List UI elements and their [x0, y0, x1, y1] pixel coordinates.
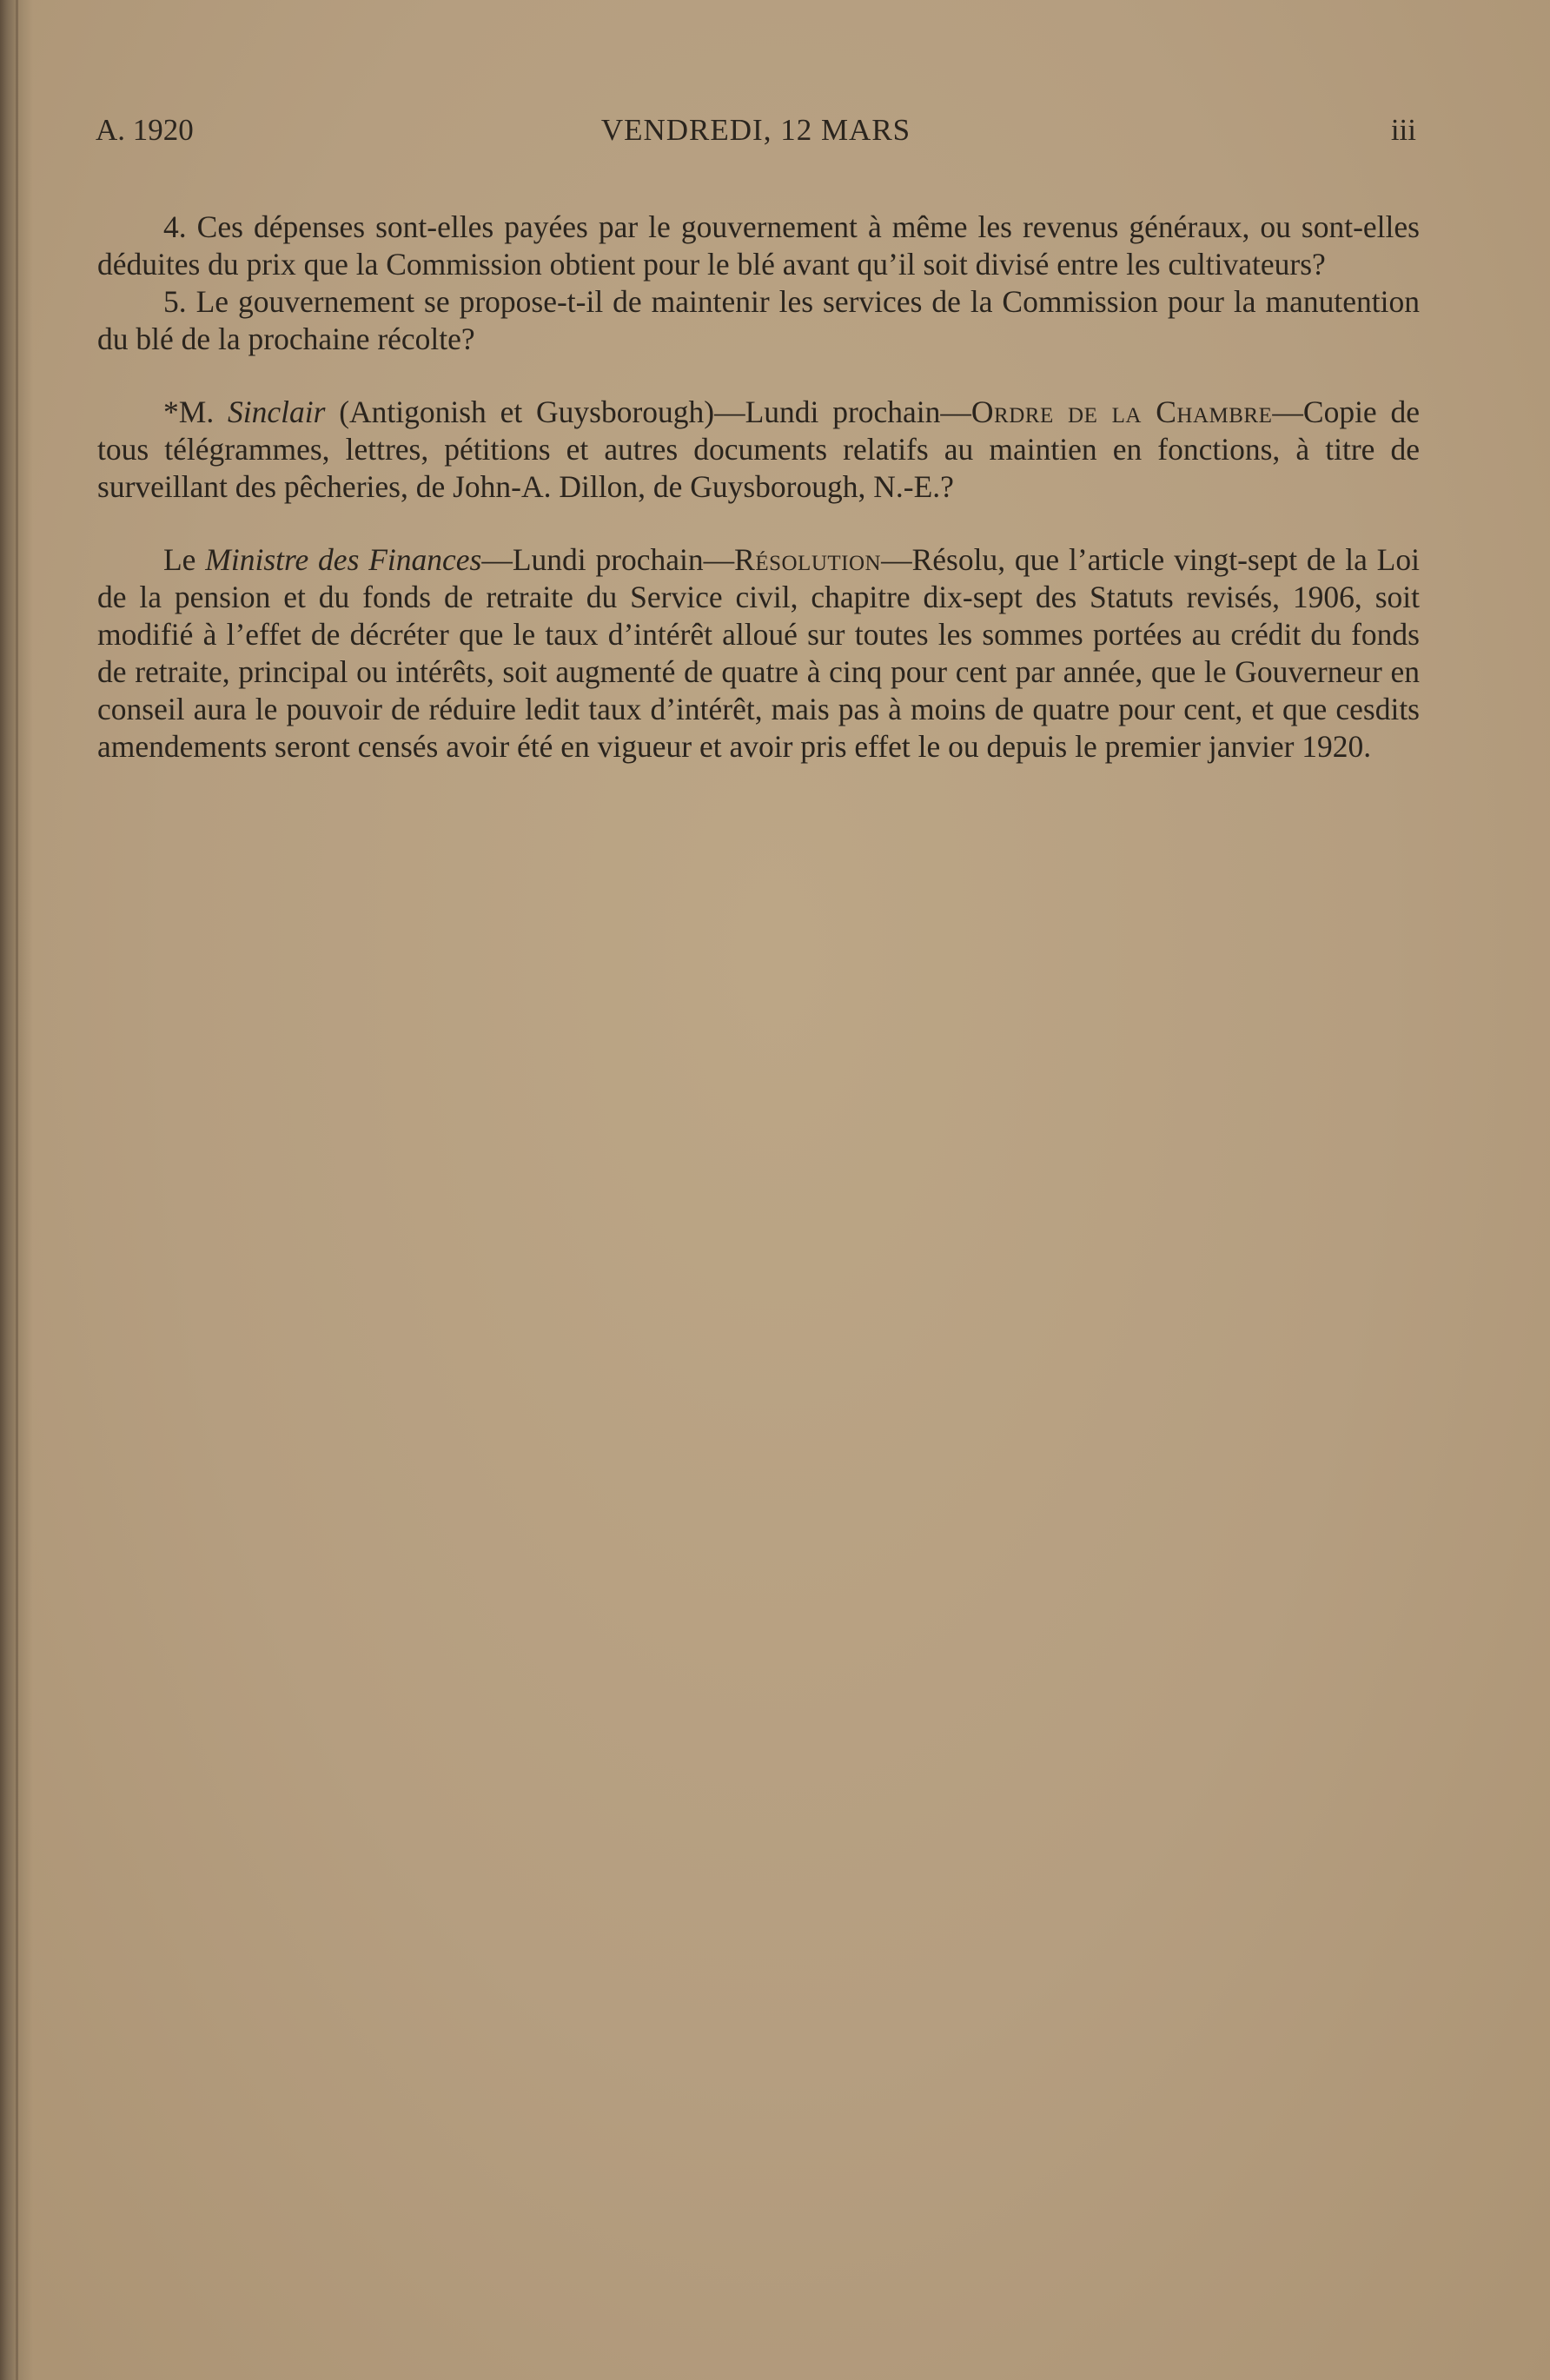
ministre-resolution	[97, 541, 1420, 766]
ministre-when: —Lundi prochain—	[481, 542, 735, 577]
sinclair-text: —Copie de tous télégrammes, lettres, pétitions et autres documents relatifs au maintien en fonctions, à titre de surveillant des pêcheries, de John-A. Dillon, de Guysborough, N.-E.?	[97, 394, 1420, 504]
body-text	[97, 209, 1420, 766]
session-year: A. 1920	[96, 113, 194, 147]
sinclair-prefix: *M.	[163, 394, 228, 429]
ministre-prefix: Le	[163, 542, 206, 577]
question-5: 5. Le gouvernement se propose-t-il de maintenir les services de la Commission pour la manutention du blé de la prochaine récolte?	[97, 284, 1420, 356]
question-4: 4. Ces dépenses sont-elles payées par le gouvernement à même les revenus généraux, ou sont-elles déduites du prix que la Commission obtient pour le blé avant qu’il soit divisé entre les cultivateurs?	[97, 209, 1420, 282]
sinclair-name: Sinclair	[227, 394, 326, 429]
running-head	[96, 113, 1416, 156]
binding-line	[16, 0, 18, 2380]
ministre-text: —Résolu, que l’article vingt-sept de la Loi de la pension et du fonds de retraite du Service civil, chapitre dix-sept des Statuts revisés, 1906, soit modifié à l’effet de décréter que le taux d’intérêt alloué sur toutes les sommes portées au crédit du fonds de retraite, principal ou intérêts, soit augmenté de quatre à cinq pour cent par année, que le Gouverneur en conseil aura le pouvoir de réduire ledit taux d’intérêt, mais pas à moins de quatre pour cent, et que cesdits amendements seront censés avoir été en vigueur et avoir pris effet le ou depuis le premier janvier 1920.	[97, 542, 1420, 764]
ministre-name: Ministre des Finances	[205, 542, 482, 577]
page-number: iii	[1390, 113, 1416, 147]
sinclair-motion	[97, 394, 1420, 506]
paragraph-gap	[97, 506, 1420, 541]
sinclair-label: Ordre de la Chambre	[970, 394, 1273, 429]
paragraph-gap	[97, 358, 1420, 394]
sinclair-riding: (Antigonish et Guysborough)—Lundi prochain—	[325, 394, 971, 429]
ministre-label: Résolution	[734, 542, 882, 577]
date-heading: VENDREDI, 12 MARS	[600, 113, 911, 147]
